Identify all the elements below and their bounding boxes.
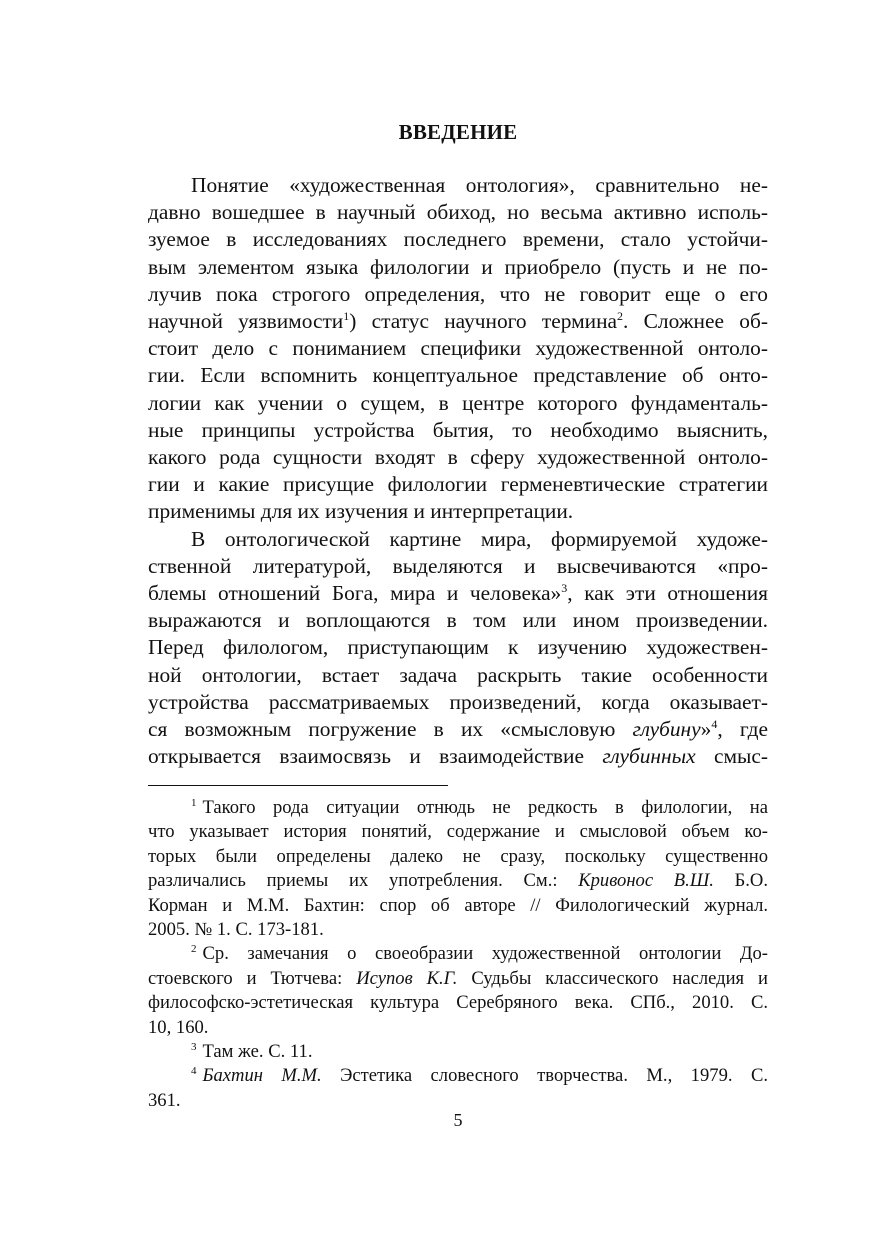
footnote-mark: 2 [191,943,197,956]
footnote-mark: 3 [191,1041,197,1054]
text-line: логии как учении о сущем, в центре которого фундаменталь- [148,390,768,415]
main-text [148,172,768,770]
text-line: применимы для их изучения и интерпретации. [148,499,574,524]
page-number: 5 [453,1110,463,1130]
text-line: вым элементом языка филологии и приобрело (пусть и не по- [148,254,768,279]
footnote-separator [148,785,448,786]
footnote-reference[interactable]: 3 [561,581,568,596]
text-line: какого рода сущности входят в сферу художественной онтоло- [148,445,768,470]
text-line: зуемое в исследованиях последнего времени, стало устойчи- [148,227,768,252]
footnote-reference[interactable]: 2 [617,309,624,324]
text-line: стоит дело с пониманием специфики художественной онтоло- [148,336,768,361]
text-line: научной уязвимости$^1$) статус научного термина$^2$. Сложнее об- [148,309,768,334]
text-line: ся возможным погружение в их «смысловую глубину»$^4$, где [148,717,769,742]
text-line: блемы отношений Бога, мира и человека»$^3$, как эти отношения [148,581,768,606]
footnote-line: стоевского и Тютчева: Исупов К.Г. Судьбы классического наследия и [148,967,768,989]
text-line: Понятие «художественная онтология», сравнительно не- [191,173,768,197]
footnotes [148,796,768,1113]
footnote-line: что указывает история понятий, содержание и смысловой объем ко- [148,821,768,843]
footnote-reference[interactable]: 1 [343,309,350,324]
footnote-mark: 4 [191,1065,197,1078]
footnote-line: $^1$ Такого рода ситуации отнюдь не редкость в филологии, на [191,797,768,818]
footnote-line: 361. [148,1089,181,1111]
text-line: ной онтологии, встает задача раскрыть такие особенности [148,662,768,687]
footnote-line: различались приемы их употребления. См.: Кривонос В.Ш. Б.О. [148,870,768,892]
footnote-line: торых были определены далеко не сразу, поскольку существенно [148,845,768,867]
footnote-line: $^2$ Ср. замечания о своеобразии художественной онтологии До- [191,943,768,965]
text-line: гии и какие присущие филологии герменевтические стратегии [148,472,768,497]
footnote-line: Корман и М.М. Бахтин: спор об авторе // Филологический журнал. [148,894,768,916]
footnote-line: 10, 160. [148,1016,209,1038]
text-line: Перед филологом, приступающим к изучению художествен- [148,635,768,660]
footnote-line: $^4$ Бахтин М.М. Эстетика словесного творчества. М., 1979. С. [191,1065,769,1087]
footnote-reference[interactable]: 4 [711,717,718,732]
footnote-line: философско-эстетическая культура Серебряного века. СПб., 2010. С. [148,992,768,1014]
section-heading: ВВЕДЕНИЕ [398,120,518,144]
text-line: открывается взаимосвязь и взаимодействие глубинных смыс- [148,744,769,769]
text-line: В онтологической картине мира, формируемой художе- [191,526,768,551]
text-line: ственной литературой, выделяются и высвечиваются «про- [148,553,768,578]
footnote-line: $^3$ Там же. С. 11. [191,1041,313,1063]
footnote-mark: 1 [191,797,197,809]
text-line: гии. Если вспомнить концептуальное представление об онто- [148,363,768,388]
text-line: ные принципы устройства бытия, то необходимо выяснить, [148,417,768,442]
text-line: устройства рассматриваемых произведений, когда оказывает- [148,689,768,714]
text-line: лучив пока строгого определения, что не говорит еще о его [148,281,768,306]
footnote-line: 2005. № 1. С. 173-181. [148,919,324,941]
text-line: выражаются и воплощаются в том или ином произведении. [148,608,768,633]
text-line: давно вошедшее в научный обиход, но весьма активно исполь- [148,200,768,225]
